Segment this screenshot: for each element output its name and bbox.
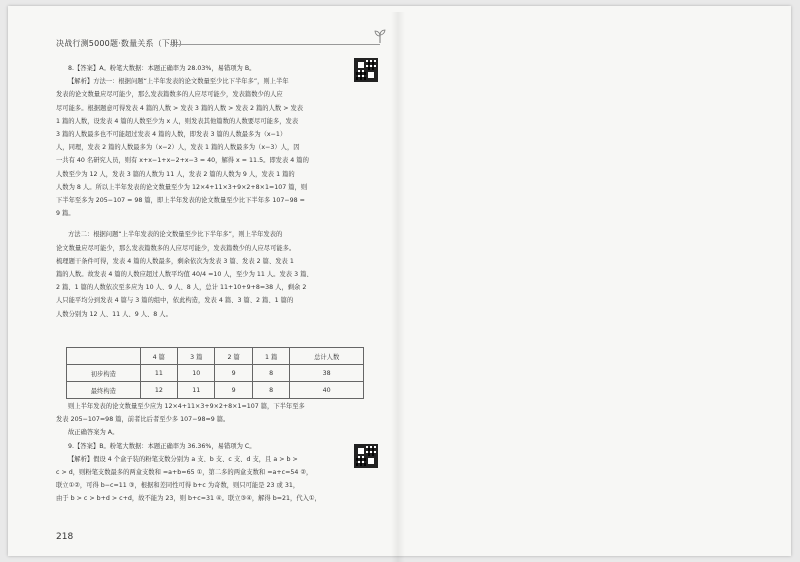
table-header-cell: [67, 348, 141, 365]
header-rule: [170, 44, 380, 45]
table-cell: 12: [140, 382, 177, 399]
method2-line: 方法二：根据问题“上半年发表的论文数量至少比下半年多”，则上半年发表的: [68, 231, 283, 239]
page-fold-shadow: [391, 12, 405, 562]
method2-line: 人数分别为 12 人、11 人、9 人、8 人。: [56, 310, 172, 318]
method2-line: 梳理题干条件可得，发表 4 篇的人数最多，剩余依次为发表 3 篇、发表 2 篇、发表 1: [56, 257, 294, 265]
table-row: [67, 365, 364, 382]
method2-line: 2 篇、1 篇的人数依次至多应为 10 人、9 人、8 人，总计 11+10+9+8=38 人，剩余 2: [56, 284, 307, 292]
table-header-cell: 2 篇: [215, 348, 252, 365]
conclusion-line: 发表 205−107=98 篇，前者比后者至少多 107−98=9 篇。: [56, 416, 230, 424]
method2-line: 论文数量应尽可能少，那么发表篇数多的人应尽可能少，发表篇数少的人应尽可能多。: [56, 244, 296, 252]
running-header: 决战行测5000题·数量关系（下册）: [56, 39, 187, 48]
construction-table: [66, 347, 364, 399]
table-header-cell: 4 篇: [140, 348, 177, 365]
table-cell: 10: [178, 365, 215, 382]
answer-line: 8.【答案】A。粉笔大数据：本题正确率为 28.03%，易错项为 B。: [68, 65, 256, 72]
analysis-line: 人，同理，发表 2 篇的人数最多为（x−2）人，发表 1 篇的人数最多为（x−3）人，因: [56, 144, 300, 152]
question-8-conclusion-and-9: [56, 400, 352, 506]
analysis-line: 一共有 40 名研究人员，则有 x+x−1+x−2+x−3 = 40，解得 x = 11.5。即发表 4 篇的: [56, 157, 309, 165]
table-header-cell: 3 篇: [178, 348, 215, 365]
conclusion-line: 故正确答案为 A。: [68, 429, 119, 437]
analysis-line: 联立①②，可得 b−c=11 ③，根据和差同性可得 b+c 为奇数，则只可能是 23 或 31，: [56, 482, 300, 490]
analysis-line: 下半年至多为 205−107 = 98 篇，即上半年发表的论文数量至少比下半年多 107−98 =: [56, 197, 305, 205]
qr-code-icon[interactable]: [354, 58, 378, 82]
analysis-line: 【解析】假设 4 个盒子装的粉笔支数分别为 a 支、b 支、c 支、d 支，且 a > b >: [68, 455, 298, 463]
analysis-line: 发表的论文数量应尽可能少，那么发表篇数多的人应尽可能少，发表篇数少的人应: [56, 91, 283, 99]
table-header-cell: 总计人数: [290, 348, 364, 365]
table-row: [67, 382, 364, 399]
method2-line: 篇的人数。故发表 4 篇的人数应超过人数平均值 40/4 =10 人，至少为 11 人。发表 3 篇、: [56, 271, 313, 279]
analysis-line: c > d，则粉笔支数最多的两盒支数和 =a+b=65 ①，第二多的两盒支数和 =a+c=54 ②，: [56, 469, 313, 477]
table-cell: 11: [178, 382, 215, 399]
table-cell: 9: [215, 365, 252, 382]
analysis-line: 人数为 8 人。所以上半年发表的论文数量至少为 12×4+11×3+9×2+8×1=107 篇，则: [56, 183, 308, 191]
table-cell: 初步构造: [67, 365, 141, 382]
table-cell: 8: [252, 365, 289, 382]
analysis-line: 3 篇的人数最多也不可能超过发表 4 篇的人数，即发表 3 篇的人数最多为（x−1）: [56, 131, 287, 139]
analysis-line: 1 篇的人数，设发表 4 篇的人数至少为 x 人，则发表其他篇数的人数要尽可能多，发表: [56, 117, 299, 125]
analysis-line: 由于 b > c > b+d > c+d，故不能为 23，则 b+c=31 ④。联立③④，解得 b=21，代入①，: [56, 495, 321, 503]
table-cell: 11: [140, 365, 177, 382]
question-8-solution: [56, 62, 352, 321]
table-header-row: [67, 348, 364, 365]
sprout-icon: [374, 29, 386, 43]
qr-code-icon[interactable]: [354, 444, 378, 468]
table-header-cell: 1 篇: [252, 348, 289, 365]
analysis-line: 尽可能多。根据题意可得发表 4 篇的人数 > 发表 3 篇的人数 > 发表 2 篇的人数 > 发表: [56, 104, 304, 112]
conclusion-line: 则上半年发表的论文数量至少应为 12×4+11×3+9×2+8×1=107 篇，下半年至多: [68, 403, 305, 410]
table-cell: 9: [215, 382, 252, 399]
analysis-line: 9 篇。: [56, 210, 75, 218]
table-cell: 最终构造: [67, 382, 141, 399]
table-cell: 38: [290, 365, 364, 382]
book-page: [8, 6, 791, 556]
page-number: 218: [56, 532, 74, 542]
table-cell: 40: [290, 382, 364, 399]
table-cell: 8: [252, 382, 289, 399]
analysis-line: 人数至少为 12 人，发表 3 篇的人数为 11 人，发表 2 篇的人数为 9 人，发表 1 篇的: [56, 170, 295, 178]
analysis-line: 【解析】方法一：根据问题“上半年发表的论文数量至少比下半年多”，则上半年: [68, 78, 289, 86]
method2-line: 人只能平均分到发表 4 篇与 3 篇的组中，依此构造，发表 4 篇、3 篇、2 篇、1 篇的: [56, 297, 294, 305]
answer-line: 9.【答案】B。粉笔大数据：本题正确率为 36.36%，易错项为 C。: [68, 442, 256, 450]
